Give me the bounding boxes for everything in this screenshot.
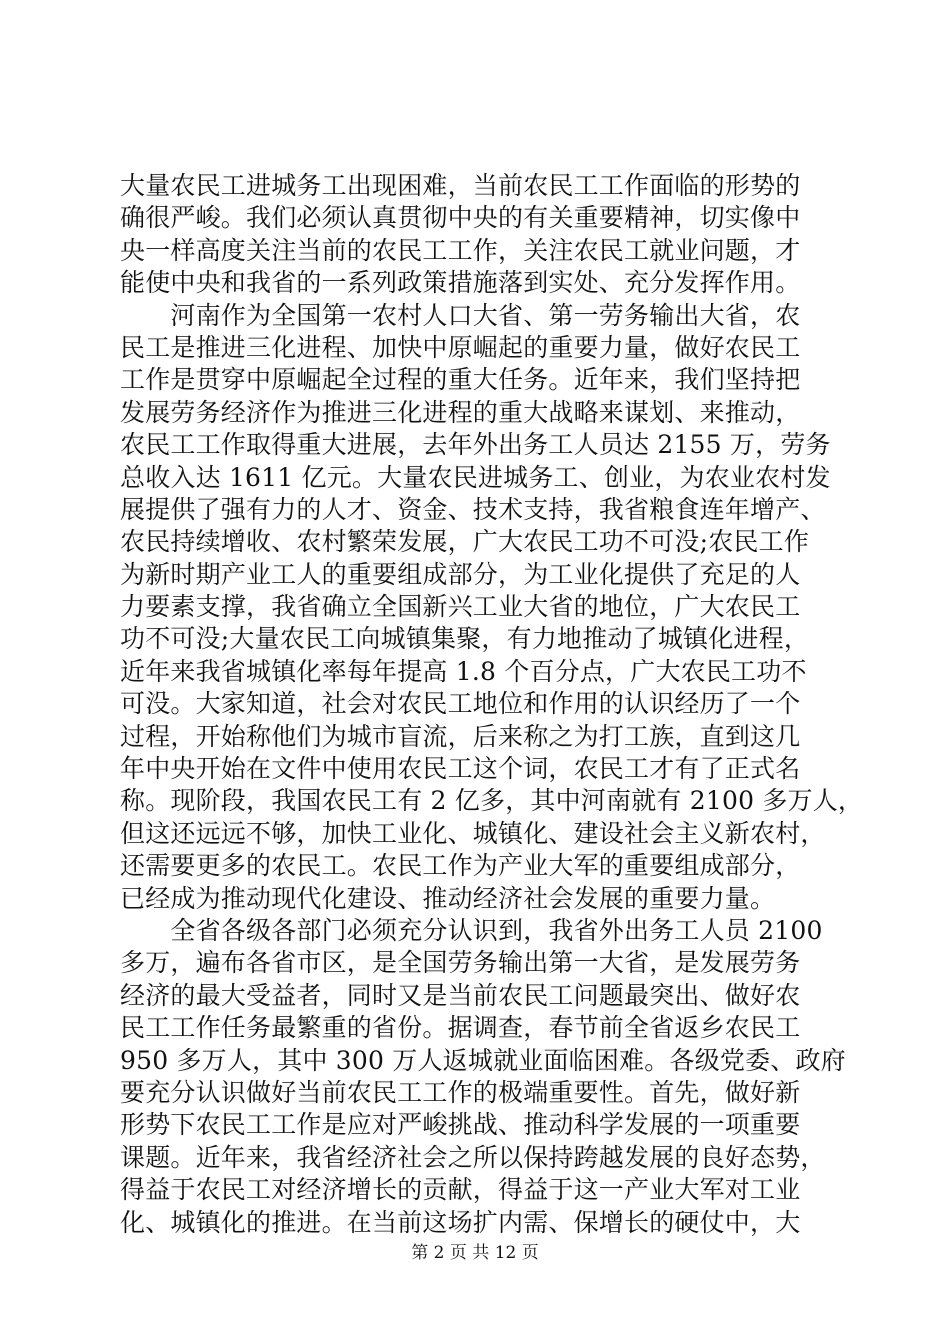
- document-body: [120, 170, 864, 1239]
- text-line: 可没。大家知道，社会对农民工地位和作用的认识经历了一个: [120, 689, 801, 719]
- page-number-footer: 第 2 页 共 12 页: [411, 1243, 539, 1263]
- text-line: 近年来我省城镇化率每年提高 1.8 个百分点，广大农民工功不: [120, 656, 807, 686]
- text-line: 发展劳务经济作为推进三化进程的重大战略来谋划、来推动，: [120, 397, 801, 427]
- text-line: 化、城镇化的推进。在当前这场扩内需、保增长的硬仗中，大: [120, 1207, 801, 1237]
- text-line: 全省各级各部门必须充分认识到，我省外出务工人员 2100: [120, 915, 823, 945]
- text-line: 称。现阶段，我国农民工有 2 亿多，其中河南就有 2100 多万人，: [120, 786, 864, 816]
- text-line: 年中央开始在文件中使用农民工这个词，农民工才有了正式名: [120, 754, 801, 784]
- text-line: 形势下农民工工作是应对严峻挑战、推动科学发展的一项重要: [120, 1110, 801, 1140]
- text-line: 多万，遍布各省市区，是全国劳务输出第一大省，是发展劳务: [120, 948, 801, 978]
- text-line: 要充分认识做好当前农民工工作的极端重要性。首先，做好新: [120, 1077, 801, 1107]
- text-line: 力要素支撑，我省确立全国新兴工业大省的地位，广大农民工: [120, 592, 801, 622]
- text-line: 但这还远远不够，加快工业化、城镇化、建设社会主义新农村，: [120, 818, 826, 848]
- text-line: 还需要更多的农民工。农民工作为产业大军的重要组成部分，: [120, 851, 801, 881]
- text-line: 得益于农民工对经济增长的贡献，得益于这一产业大军对工业: [120, 1175, 801, 1205]
- text-line: 河南作为全国第一农村人口大省、第一劳务输出大省，农: [120, 300, 801, 330]
- text-line: 大量农民工进城务工出现困难，当前农民工工作面临的形势的: [120, 171, 801, 200]
- text-line: 民工是推进三化进程、加快中原崛起的重要力量，做好农民工: [120, 332, 801, 362]
- text-line: 为新时期产业工人的重要组成部分，为工业化提供了充足的人: [120, 559, 801, 589]
- text-line: 工作是贯穿中原崛起全过程的重大任务。近年来，我们坚持把: [120, 365, 801, 395]
- text-line: 民工工作任务最繁重的省份。据调查，春节前全省返乡农民工: [120, 1013, 801, 1043]
- text-line: 农民工工作取得重大进展，去年外出务工人员达 2155 万，劳务: [120, 430, 831, 460]
- text-line: 总收入达 1611 亿元。大量农民进城务工、创业，为农业农村发: [120, 462, 831, 492]
- text-line: 经济的最大受益者，同时又是当前农民工问题最突出、做好农: [120, 980, 801, 1010]
- text-line: 能使中央和我省的一系列政策措施落到实处、充分发挥作用。: [120, 268, 801, 298]
- text-line: 确很严峻。我们必须认真贯彻中央的有关重要精神，切实像中: [120, 203, 801, 233]
- text-line: 950 多万人，其中 300 万人返城就业面临困难。各级党委、政府: [120, 1045, 846, 1075]
- text-line: 展提供了强有力的人才、资金、技术支持，我省粮食连年增产、: [120, 494, 826, 524]
- text-line: 功不可没;大量农民工向城镇集聚，有力地推动了城镇化进程，: [120, 624, 810, 654]
- text-line: 央一样高度关注当前的农民工工作，关注农民工就业问题，才: [120, 235, 801, 265]
- text-line: 课题。近年来，我省经济社会之所以保持跨越发展的良好态势，: [120, 1142, 826, 1172]
- text-line: 已经成为推动现代化建设、推动经济社会发展的重要力量。: [120, 883, 776, 913]
- text-line: 农民持续增收、农村繁荣发展，广大农民工功不可没;农民工作: [120, 527, 810, 557]
- text-line: 过程，开始称他们为城市盲流，后来称之为打工族，直到这几: [120, 721, 801, 751]
